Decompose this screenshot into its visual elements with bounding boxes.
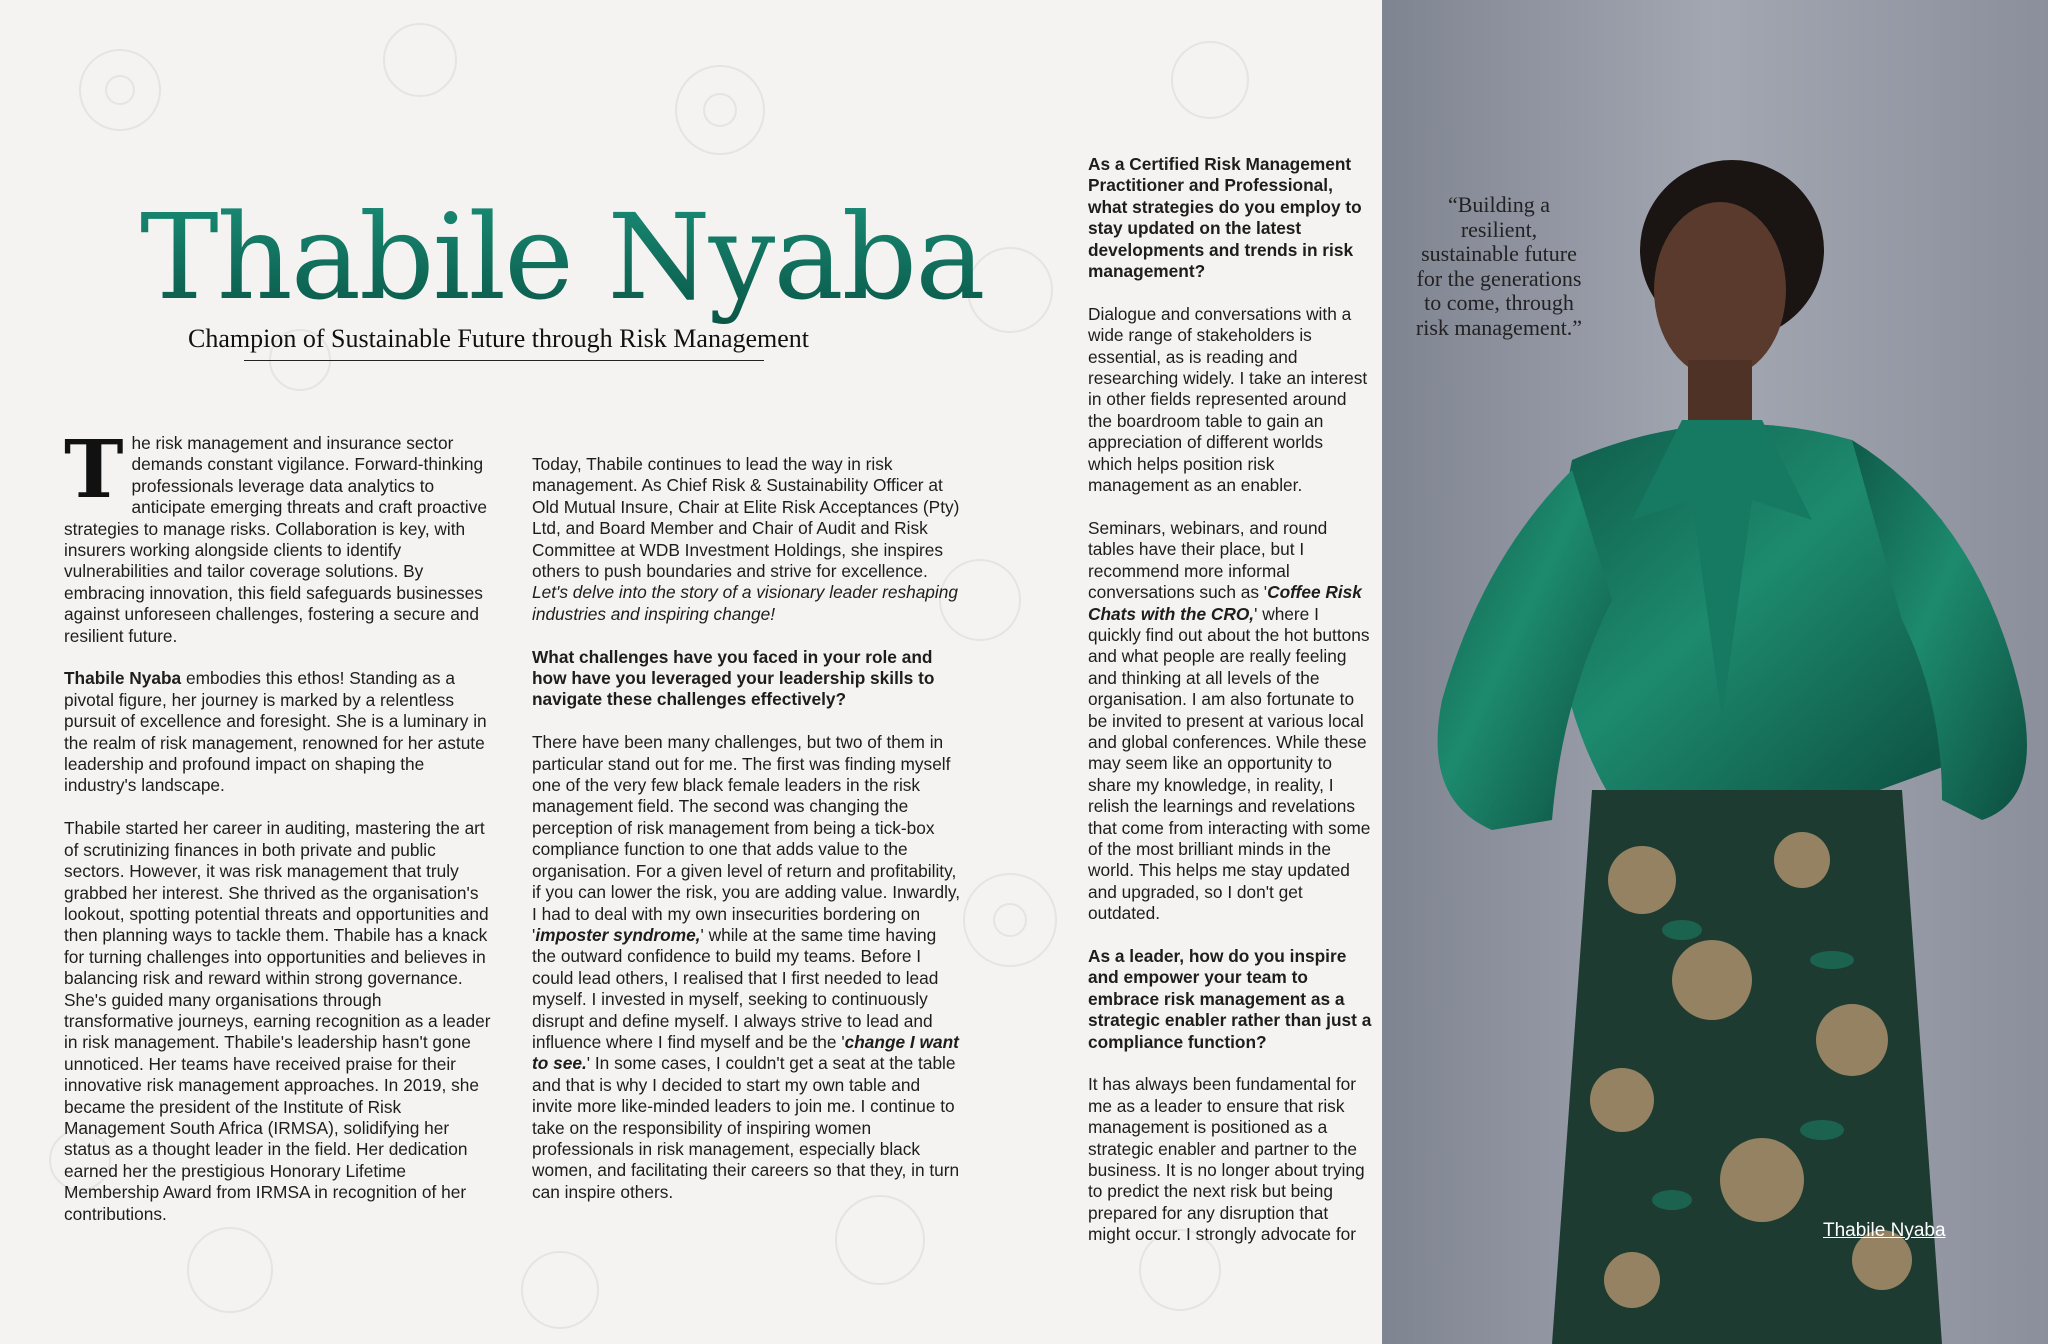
pull-quote: “Building a resilient, sustainable future for the generations to come, through risk management.” — [1415, 192, 1583, 340]
italic-lead-in: Let's delve into the story of a visionary leader reshaping industries and inspiring change! — [532, 582, 958, 624]
interview-answer: Seminars, webinars, and round tables have their place, but I recommend more informal conversations such as 'Coffee Risk Chats with the CRO,' where I quickly find out about the hot buttons and what people are really feeling and thinking at all levels of the organisation. I am also fortunate to be invited to present at various local and global conferences. While these may seem like an opportunity to share my knowledge, in reality, I relish the learnings and revelations that come from interacting with some of the most brilliant minds in the world. This helps me stay updated and upgraded, so I don't get outdated. — [1088, 517, 1371, 924]
paragraph: Thabile Nyaba embodies this ethos! Standing as a pivotal figure, her journey is marked by a relentless pursuit of excellence and foresight. She is a luminary in the realm of risk management, renowned for her astute leadership and profound impact on shaping the industry's landscape. — [64, 668, 487, 796]
subtitle-divider — [244, 360, 764, 361]
intro-paragraph: The risk management and insurance sector demands constant vigilance. Forward-thinking professionals leverage data analytics to anticipate emerging threats and craft proactive strategies to manage risks. Collaboration is key, with insurers working alongside clients to identify vulnerabilities and tailor coverage solutions. By embracing innovation, this field safeguards businesses against unforeseen challenges, fostering a secure and resilient future. — [64, 422, 487, 646]
article-column-2 — [532, 454, 962, 1225]
paragraph: Thabile started her career in auditing, mastering the art of scrutinizing finances in both private and public sectors. However, it was risk management that truly grabbed her interest. She thrived as the organisation's lookout, spotting potential threats and opportunities and then planning ways to tackle them. Thabile has a knack for turning challenges into opportunities and believes in balancing risk and reward within strong governance. She's guided many organisations through transformative journeys, earning recognition as a leader in risk management. Thabile's leadership hasn't gone unnoticed. Her teams have received praise for their innovative risk management approaches. In 2019, she became the president of the Institute of Risk Management South Africa (IRMSA), solidifying her status as a thought leader in the field. Her dedication earned her the prestigious Honorary Lifetime Membership Award from IRMSA in recognition of her contributions. — [64, 818, 491, 1224]
person-name: Thabile Nyaba — [64, 668, 182, 689]
drop-cap: T — [64, 422, 124, 516]
article-subtitle: Champion of Sustainable Future through Risk Management — [188, 324, 810, 353]
interview-answer: There have been many challenges, but two of them in particular stand out for me. The first was finding myself one of the very few black female leaders in the risk management field. The second was changing the perception of risk management from being a tick-box compliance function to one that adds value to the organisation. For a given level of return and profitability, if you can lower the risk, you are adding value. Inwardly, I had to deal with my own insecurities bordering on 'imposter syndrome,' while at the same time having the outward confidence to build my teams. Before I could lead others, I realised that I first needed to lead myself. I invested in myself, seeking to continuously disrupt and define myself. I always strive to lead and influence where I find myself and be the 'change I want to see.' In some cases, I couldn't get a seat at the table and that is why I decided to start my own table and invite more like-minded leaders to join me. I continue to take on the responsibility of inspiring women professionals in risk management, especially black women, and facilitating their careers so that they, in turn can inspire others. — [532, 732, 961, 1202]
paragraph: Today, Thabile continues to lead the way in risk management. As Chief Risk & Sustainability Officer at Old Mutual Insure, Chair at Elite Risk Acceptances (Pty) Ltd, and Board Member and Chair of Audit and Risk Committee at WDB Investment Holdings, she inspires others to push boundaries and strive for excellence. Let's delve into the story of a visionary leader reshaping industries and inspiring change! — [532, 454, 960, 624]
photo-caption: Thabile Nyaba — [1823, 1220, 1946, 1241]
interview-question: What challenges have you faced in your role and how have you leveraged your leadership skills to navigate these challenges effectively? — [532, 646, 935, 710]
article-column-1 — [64, 422, 494, 1246]
interview-question: As a Certified Risk Management Practitioner and Professional, what strategies do you employ to stay updated on the latest developments and trends in risk management? — [1088, 154, 1362, 282]
interview-question: As a leader, how do you inspire and empower your team to embrace risk management as a strategic enabler rather than just a compliance function? — [1088, 945, 1372, 1052]
article-title: Thabile Nyaba — [140, 188, 984, 326]
interview-answer: Dialogue and conversations with a wide range of stakeholders is essential, as is reading and researching widely. I take an interest in other fields represented around the boardroom table to gain an appreciation of different worlds which helps position risk management as an enabler. — [1088, 303, 1368, 496]
article-column-3 — [1088, 154, 1372, 1267]
interview-answer: It has always been fundamental for me as a leader to ensure that risk management is positioned as a strategic enabler and partner to the business. It is no longer about trying to predict the next risk but being prepared for any disruption that might occur. I strongly advocate for — [1088, 1074, 1365, 1245]
